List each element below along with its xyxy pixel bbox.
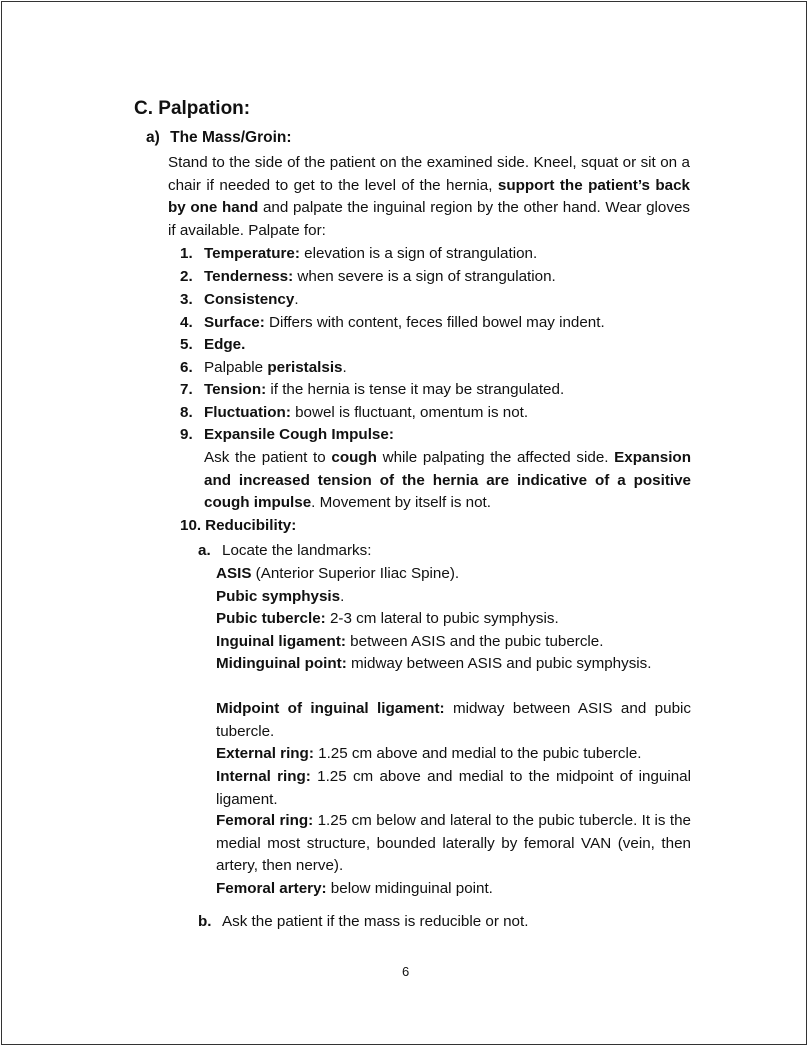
list-item: 9. Expansile Cough Impulse:	[180, 426, 394, 443]
sub-item-a: a. Locate the landmarks:	[198, 542, 372, 559]
landmark-item: Inguinal ligament: between ASIS and the pubic tubercle.	[216, 633, 604, 650]
subheading	[146, 129, 292, 147]
landmark-item: External ring: 1.25 cm above and medial to the pubic tubercle.	[216, 745, 642, 762]
page-number: 6	[402, 964, 410, 979]
intro-paragraph: Stand to the side of the patient on the examined side. Kneel, squat or sit on a chair if needed to get to the level of the hernia, support the patient’s back by one hand and palpate the inguinal region by the other hand. Wear gloves if available. Palpate for:	[168, 154, 690, 239]
list-item: 3. Consistency.	[180, 291, 299, 308]
landmark-item: Internal ring: 1.25 cm above and medial to the midpoint of inguinal ligament.	[216, 768, 691, 808]
list-item: 5. Edge.	[180, 336, 246, 353]
landmark-item: Pubic symphysis.	[216, 588, 345, 605]
landmark-item: Pubic tubercle: 2-3 cm lateral to pubic symphysis.	[216, 610, 559, 627]
landmark-item: Midinguinal point: midway between ASIS and pubic symphysis.	[216, 655, 652, 672]
section-heading: C. Palpation:	[134, 98, 251, 119]
list-item: 2. Tenderness: when severe is a sign of strangulation.	[180, 268, 556, 285]
list-item-reducibility: 10. Reducibility:	[180, 517, 297, 534]
landmark-item: ASIS (Anterior Superior Iliac Spine).	[216, 565, 460, 582]
list-item: 6. Palpable peristalsis.	[180, 359, 347, 376]
list-item: 1. Temperature: elevation is a sign of strangulation.	[180, 245, 538, 262]
subheading-marker: a)	[146, 129, 160, 146]
list-item: 7. Tension: if the hernia is tense it may be strangulated.	[180, 381, 565, 398]
cough-paragraph: Ask the patient to cough while palpating the affected side. Expansion and increased tension of the hernia are indicative of a positive cough impulse. Movement by itself is not.	[204, 449, 691, 512]
landmark-item: Midpoint of inguinal ligament: midway between ASIS and pubic tubercle.	[216, 700, 691, 740]
landmark-item: Femoral ring: 1.25 cm below and lateral to the pubic tubercle. It is the medial most structure, bounded laterally by femoral VAN (vein, then artery, then nerve).	[216, 812, 691, 875]
subheading-text: The Mass/Groin:	[170, 129, 292, 146]
sub-item-b: b. Ask the patient if the mass is reducible or not.	[198, 913, 529, 930]
list-item: 4. Surface: Differs with content, feces filled bowel may indent.	[180, 314, 605, 331]
list-item: 8. Fluctuation: bowel is fluctuant, omentum is not.	[180, 404, 529, 421]
document-page	[1, 1, 807, 1045]
landmark-item: Femoral artery: below midinguinal point.	[216, 880, 493, 897]
